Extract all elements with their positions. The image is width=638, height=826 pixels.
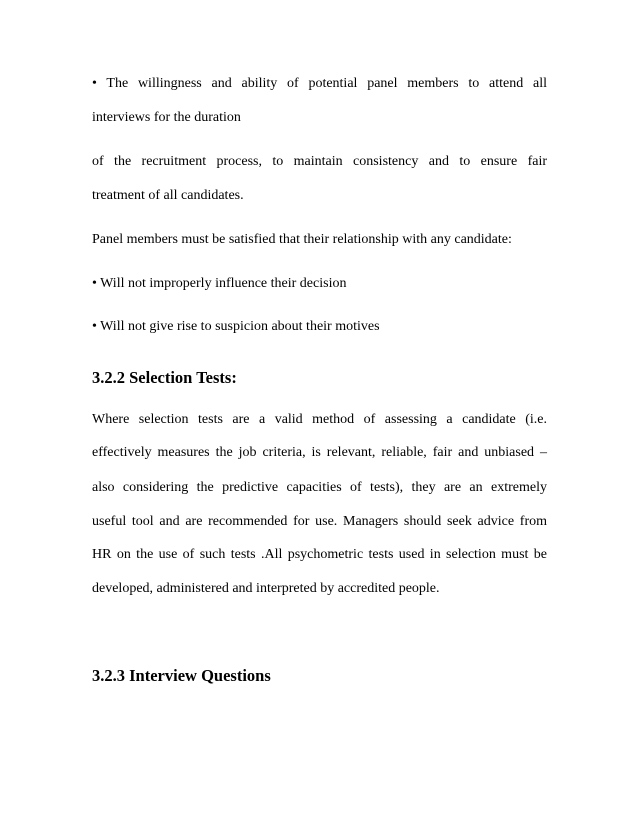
paragraph-line: • The willingness and ability of potential panel members to attend all — [92, 76, 547, 91]
section-heading-interview-questions: 3.2.3 Interview Questions — [92, 666, 271, 685]
paragraph-line: useful tool and are recommended for use. Managers should seek advice from — [92, 514, 547, 529]
paragraph-line: also considering the predictive capacities of tests), they are an extremely — [92, 480, 547, 495]
paragraph-line: Where selection tests are a valid method of assessing a candidate (i.e. — [92, 412, 547, 427]
paragraph-line: effectively measures the job criteria, is relevant, reliable, fair and unbiased – — [92, 445, 547, 460]
panel-statement: Panel members must be satisfied that their relationship with any candidate: — [92, 232, 512, 247]
bullet-item: • Will not give rise to suspicion about their motives — [92, 319, 380, 334]
paragraph-line: HR on the use of such tests .All psychometric tests used in selection must be — [92, 547, 547, 562]
paragraph-line: interviews for the duration — [92, 110, 241, 125]
paragraph-line: of the recruitment process, to maintain consistency and to ensure fair — [92, 154, 547, 169]
paragraph-line: treatment of all candidates. — [92, 188, 244, 203]
bullet-item: • Will not improperly influence their decision — [92, 276, 347, 291]
paragraph-line: developed, administered and interpreted by accredited people. — [92, 581, 440, 596]
section-heading-selection-tests: 3.2.2 Selection Tests: — [92, 368, 237, 387]
